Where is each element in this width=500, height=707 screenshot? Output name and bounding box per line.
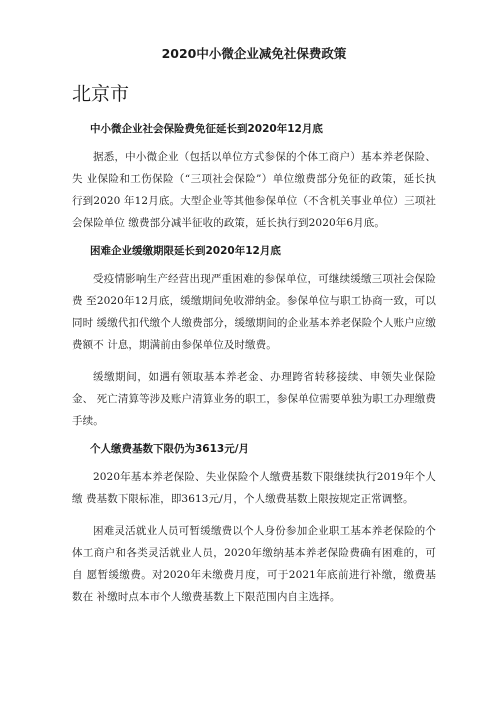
paragraph: 据悉，中小微企业（包括以单位方式参保的个体工商户）基本养老保险、失 业保险和工伤保险（“三项社会保险”）单位缴费部分免征的政策，延长执行到2020 年12月底。大型企业等其他参保单位（不含机关事业单位）三项社会保险单位 缴费部分减半征收的政策，延长执行到2020年6月底。: [72, 151, 436, 229]
section-heading: 困难企业缓缴期限延长到2020年12月底: [90, 245, 281, 257]
section-heading: 中小微企业社会保险费免征延长到2020年12月底: [90, 123, 323, 135]
city-heading: 北京市: [72, 83, 130, 105]
document-title: 2020中小微企业减免社保费政策: [161, 46, 347, 61]
paragraph: 2020年基本养老保险、失业保险个人缴费基数下限继续执行2019年个人缴 费基数下限标准，即3613元/月，个人缴费基数上限按规定正常调整。: [72, 471, 436, 505]
section-deferral: [72, 244, 436, 432]
section-contribution-base: [72, 442, 436, 608]
paragraph: 缓缴期间，如遇有领取基本养老金、办理跨省转移接续、申领失业保险金、 死亡清算等涉及账户清算业务的职工，参保单位需要单独为职工办理缴费手续。: [72, 371, 436, 427]
paragraph: 受疫情影响生产经营出现严重困难的参保单位，可继续缓缴三项社会保险费 至2020年12月底，缓缴期间免收滞纳金。参保单位与职工协商一致，可以同时 缓缴代扣代缴个人缴费部分，缓缴期间的企业基本养老保险个人账户应缴费额不 计息，期满前由参保单位及时缴费。: [72, 273, 436, 351]
section-exemption: [72, 122, 436, 234]
paragraph: 困难灵活就业人员可暂缓缴费以个人身份参加企业职工基本养老保险的个 体工商户和各类灵活就业人员，2020年缴纳基本养老保险费确有困难的，可自 愿暂缓缴费。对2020年未缴费月度，可于2021年底前进行补缴，缴费基数在 补缴时点本市个人缴费基数上下限范围内自主选择。: [72, 525, 436, 603]
section-heading: 个人缴费基数下限仍为3613元/月: [90, 443, 250, 455]
